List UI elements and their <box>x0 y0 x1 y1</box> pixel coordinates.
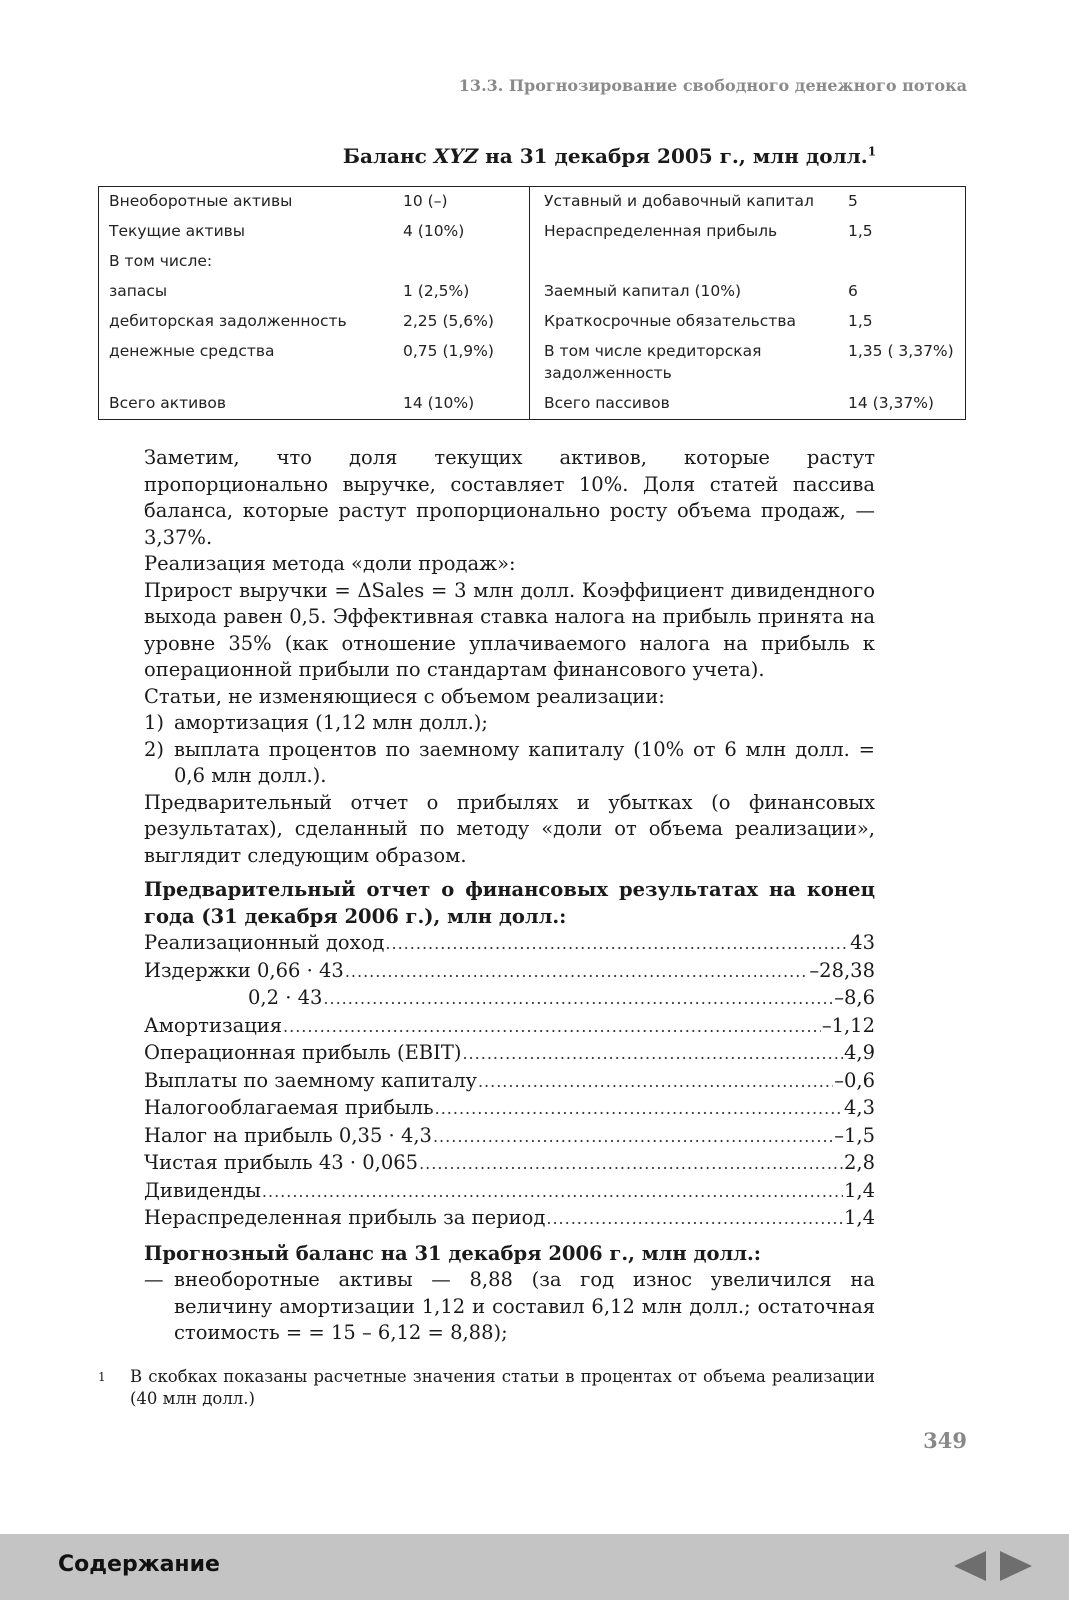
list-item <box>144 737 875 790</box>
paragraph: Прирост выручки = ΔSales = 3 млн долл. Коэффициент дивидендного выхода равен 0,5. Эффективная ставка налога на прибыль принята на уровне 35% (как отношение уплачиваемого налога на прибыль к операционной прибыли по стандартам финансового учета). <box>144 578 875 681</box>
dash-marker: — <box>144 1268 164 1291</box>
table-title-prefix: Баланс <box>342 144 434 168</box>
report-row <box>144 1068 875 1096</box>
report-row-value: 1,4 <box>843 1178 875 1202</box>
triangle-left-icon[interactable] <box>952 1548 988 1584</box>
running-head: 13.3. Прогнозирование свободного денежного потока <box>458 76 967 95</box>
list-text: амортизация (1,12 млн долл.); <box>174 711 488 734</box>
footnote-text: В скобках показаны расчетные значения статьи в процентах от объема реализации (40 млн долл.) <box>130 1367 875 1408</box>
dot-leader <box>433 1124 833 1151</box>
report-row-label: Операционная прибыль (EBIT) <box>144 1041 462 1064</box>
report-row-value: –8,6 <box>834 986 875 1009</box>
balance-row <box>99 389 966 420</box>
dot-leader <box>283 1014 821 1041</box>
asset-value-cell: 14 (10%) <box>393 389 530 420</box>
report-row-value: 4,9 <box>843 1041 875 1064</box>
liability-value-cell <box>838 247 966 277</box>
report-row-label: Нераспределенная прибыль за период <box>144 1206 546 1229</box>
balance-row <box>99 277 966 307</box>
report-row <box>144 1123 875 1151</box>
list-number: 2) <box>144 737 165 761</box>
report-row <box>144 1178 875 1206</box>
list-item <box>144 710 875 737</box>
asset-value-cell <box>393 247 530 277</box>
paragraph: Реализация метода «доли продаж»: <box>144 552 516 575</box>
balance-row <box>99 337 966 389</box>
asset-value-cell: 4 (10%) <box>393 217 530 247</box>
report-row-value: 2,8 <box>843 1151 875 1174</box>
report-row <box>144 985 875 1013</box>
report-row-label: Налогооблагаемая прибыль <box>144 1096 434 1119</box>
paragraph: Статьи, не изменяющиеся с объемом реализации: <box>144 684 665 708</box>
report-row-label: Чистая прибыль 43 · 0,065 <box>144 1151 419 1174</box>
asset-name-cell: Текущие активы <box>109 222 246 240</box>
asset-name-cell: В том числе: <box>109 252 213 270</box>
report-row-label: 0,2 · 43 <box>248 986 323 1009</box>
report-row-value: 4,3 <box>843 1096 875 1119</box>
footnote-mark: 1 <box>98 1370 106 1384</box>
dot-leader <box>435 1096 843 1123</box>
report-row-label: Реализационный доход <box>144 931 385 954</box>
balance-row <box>99 247 966 277</box>
asset-name-cell: Всего активов <box>109 394 226 412</box>
footnote-reference: 1 <box>867 144 877 159</box>
dot-leader <box>323 986 833 1013</box>
report-row-label: Издержки 0,66 · 43 <box>144 958 344 982</box>
forecast-list-item <box>144 1267 875 1347</box>
liability-value-cell: 5 <box>848 192 858 210</box>
liability-name-cell: Всего пассивов <box>544 394 670 412</box>
contents-link[interactable]: Содержание <box>58 1552 220 1577</box>
dot-leader <box>262 1179 843 1206</box>
liability-name-cell: Уставный и добавочный капитал <box>544 192 814 210</box>
report-title: Предварительный отчет о финансовых результатах на конец года (31 декабря 2006 г.), млн долл.: <box>144 878 875 928</box>
report-row-value: –1,12 <box>821 1013 875 1037</box>
forecast-title: Прогнозный баланс на 31 декабря 2006 г., млн долл.: <box>144 1241 761 1265</box>
report-row-value: 1,4 <box>843 1206 875 1229</box>
triangle-right-icon[interactable] <box>998 1548 1034 1584</box>
asset-value-cell: 2,25 (5,6%) <box>393 307 530 337</box>
asset-name-cell: дебиторская задолженность <box>109 312 347 330</box>
asset-name-cell: запасы <box>109 282 168 300</box>
dot-leader <box>385 931 849 958</box>
paragraph: Заметим, что доля текущих активов, которые растут пропорционально выручке, составляет 10%. Доля статей пассива баланса, которые растут пропорционально росту объема продаж, — 3,37%. <box>144 446 875 549</box>
report-row <box>144 1150 875 1178</box>
list-number: 1) <box>144 711 165 734</box>
balance-row <box>99 307 966 337</box>
balance-row <box>99 187 966 218</box>
report-row-label: Амортизация <box>144 1013 283 1037</box>
liability-name-cell: Нераспределенная прибыль <box>544 222 778 240</box>
report-row-value: 43 <box>850 931 875 954</box>
liability-value-cell: 6 <box>848 282 858 300</box>
report-row-value: –28,38 <box>809 958 875 982</box>
report-row <box>144 1205 875 1233</box>
liability-name-cell: Заемный капитал (10%) <box>544 282 742 300</box>
table-title <box>0 144 1069 168</box>
report-row-label: Налог на прибыль 0,35 · 4,3 <box>144 1123 432 1147</box>
footnote <box>98 1366 875 1410</box>
balance-table <box>98 186 966 420</box>
report-row <box>144 1040 875 1068</box>
report-row <box>144 930 875 958</box>
asset-value-cell: 1 (2,5%) <box>393 277 530 307</box>
dot-leader <box>478 1069 833 1096</box>
report-row <box>144 1095 875 1123</box>
liability-name-cell <box>530 247 839 277</box>
asset-value-cell: 0,75 (1,9%) <box>393 337 530 389</box>
asset-name-cell: Внеоборотные активы <box>109 192 293 210</box>
liability-name-cell: В том числе кредиторская задолженность <box>544 342 762 382</box>
liability-value-cell: 1,35 ( 3,37%) <box>848 342 954 360</box>
list-text: выплата процентов по заемному капиталу (10% от 6 млн долл. = 0,6 млн долл.). <box>174 737 875 787</box>
report-row-value: –1,5 <box>834 1123 875 1147</box>
asset-name-cell: денежные средства <box>109 342 275 360</box>
paragraph: Предварительный отчет о прибылях и убытках (о финансовых результатах), сделанный по методу «доли от объема реализации», выглядит следующим образом. <box>144 790 875 867</box>
balance-row <box>99 217 966 247</box>
liability-name-cell: Краткосрочные обязательства <box>544 312 796 330</box>
dot-leader <box>546 1206 843 1233</box>
dot-leader <box>419 1151 843 1178</box>
liability-value-cell: 1,5 <box>848 222 873 240</box>
table-title-suffix: на 31 декабря 2005 г., млн долл. <box>478 144 868 168</box>
report-row-label: Выплаты по заемному капиталу <box>144 1068 477 1092</box>
report-row-label: Дивиденды <box>144 1178 261 1202</box>
report-row <box>144 958 875 986</box>
report-rows <box>144 930 875 1233</box>
table-title-company: XYZ <box>433 144 479 168</box>
dot-leader <box>345 959 809 986</box>
body-text <box>144 445 875 1347</box>
liability-value-cell: 1,5 <box>848 312 873 330</box>
page-number: 349 <box>923 1428 967 1453</box>
forecast-item-text: внеоборотные активы — 8,88 (за год износ увеличился на величину амортизации 1,12 и составил 6,12 млн долл.; остаточная стоимость = = 15 – 6,12 = 8,88); <box>174 1268 875 1344</box>
asset-value-cell: 10 (–) <box>393 187 530 218</box>
liability-value-cell: 14 (3,37%) <box>848 394 934 412</box>
bottom-navigation-bar <box>0 1534 1069 1600</box>
report-row-value: –0,6 <box>834 1068 875 1092</box>
report-row <box>144 1013 875 1041</box>
dot-leader <box>462 1041 843 1068</box>
